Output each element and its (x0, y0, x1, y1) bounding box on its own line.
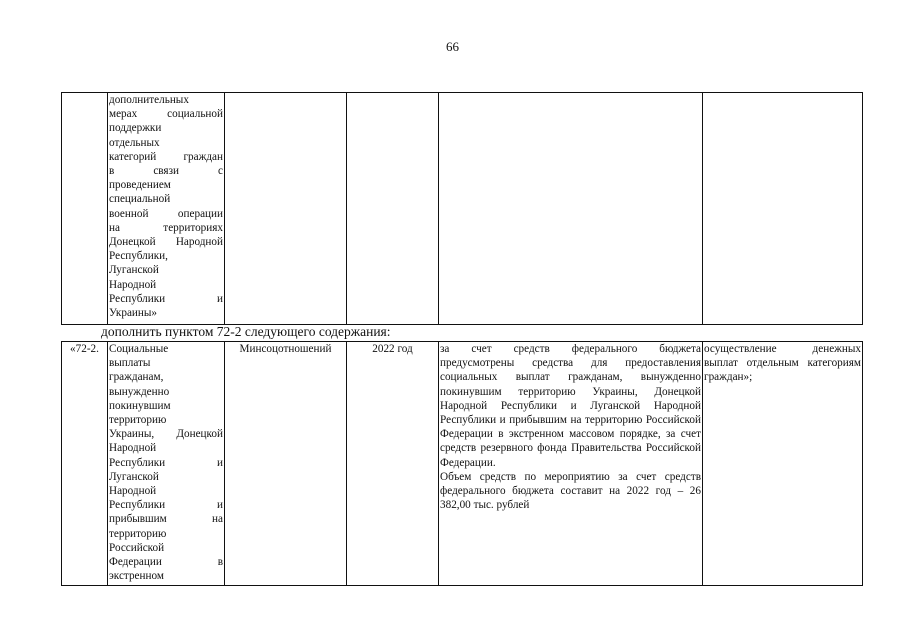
name-line: гражданам, (109, 371, 164, 384)
executor-text: Минсоцотношений (239, 343, 332, 355)
cell-year (347, 342, 439, 586)
name-line: отдельных (109, 136, 160, 149)
name-line: военной операции (109, 207, 223, 220)
name-line: Народной (109, 278, 157, 291)
name-line: прибывшим на (109, 513, 223, 526)
year-text: 2022 год (372, 343, 413, 355)
name-line: поддержки (109, 122, 162, 135)
name-line: Украины, Донецкой (109, 428, 223, 441)
name-line: экстренном (109, 570, 164, 583)
cell-executor (225, 342, 347, 586)
name-line: Социальные (109, 343, 169, 355)
cell-description (439, 93, 703, 325)
name-line: Республики, (109, 250, 168, 263)
name-text (109, 342, 223, 583)
name-line: Российской (109, 541, 165, 554)
name-line: Федерации в (109, 556, 223, 569)
name-line: специальной (109, 193, 171, 206)
name-line: вынужденно (109, 385, 170, 398)
cell-number (62, 93, 108, 325)
name-line: Республики и (109, 499, 223, 512)
name-line: в связи с (109, 165, 223, 178)
description-paragraph-2: Объем средств по мероприятию за счет средств федерального бюджета составит на 2022 год – 26 382,00 тыс. рублей (440, 470, 701, 512)
name-line: территорию (109, 527, 167, 540)
name-line: выплаты (109, 357, 151, 370)
page-number: 66 (446, 39, 459, 54)
table-row (62, 342, 863, 586)
name-line: на территориях (109, 221, 223, 234)
name-line: Луганской (109, 264, 159, 277)
name-line: Луганской (109, 470, 159, 483)
name-line: Республики и (109, 456, 223, 469)
name-line: покинувшим (109, 399, 171, 412)
name-line: Народной (109, 442, 157, 455)
item-number: «72-2. (70, 343, 99, 355)
result-text: осуществление денежных выплат отдельным категориям граждан»; (704, 343, 861, 384)
insert-instruction: дополнить пунктом 72-2 следующего содержания: (101, 324, 391, 339)
name-line: Донецкой Народной (109, 236, 223, 249)
name-line: Республики и (109, 292, 223, 305)
cell-name (108, 93, 225, 325)
description-paragraph-1: за счет средств федерального бюджета предусмотрены средства для предоставления социальных выплат гражданам, вынужденно покинувшим территорию Украины, Донецкой Народной Республики и Луганской Народной Республики и прибывшим на территорию Российской Федерации в экстренном массовом порядке, за счет средств резервного фонда Правительства Российской Федерации. (440, 343, 701, 469)
table-row (62, 93, 863, 325)
cell-result (703, 342, 863, 586)
name-line: дополнительных (109, 94, 189, 106)
cell-number (62, 342, 108, 586)
name-line: проведением (109, 179, 171, 192)
cell-result (703, 93, 863, 325)
table-continuation (61, 92, 863, 325)
name-line: категорий граждан (109, 150, 223, 163)
cell-year (347, 93, 439, 325)
name-line: мерах социальной (109, 108, 223, 121)
cell-description (439, 342, 703, 586)
name-line: территорию (109, 414, 167, 427)
cell-executor (225, 93, 347, 325)
name-text (109, 93, 223, 320)
cell-name (108, 342, 225, 586)
name-line: Народной (109, 485, 157, 498)
table-new-item (61, 341, 863, 586)
name-line: Украины» (109, 307, 158, 320)
